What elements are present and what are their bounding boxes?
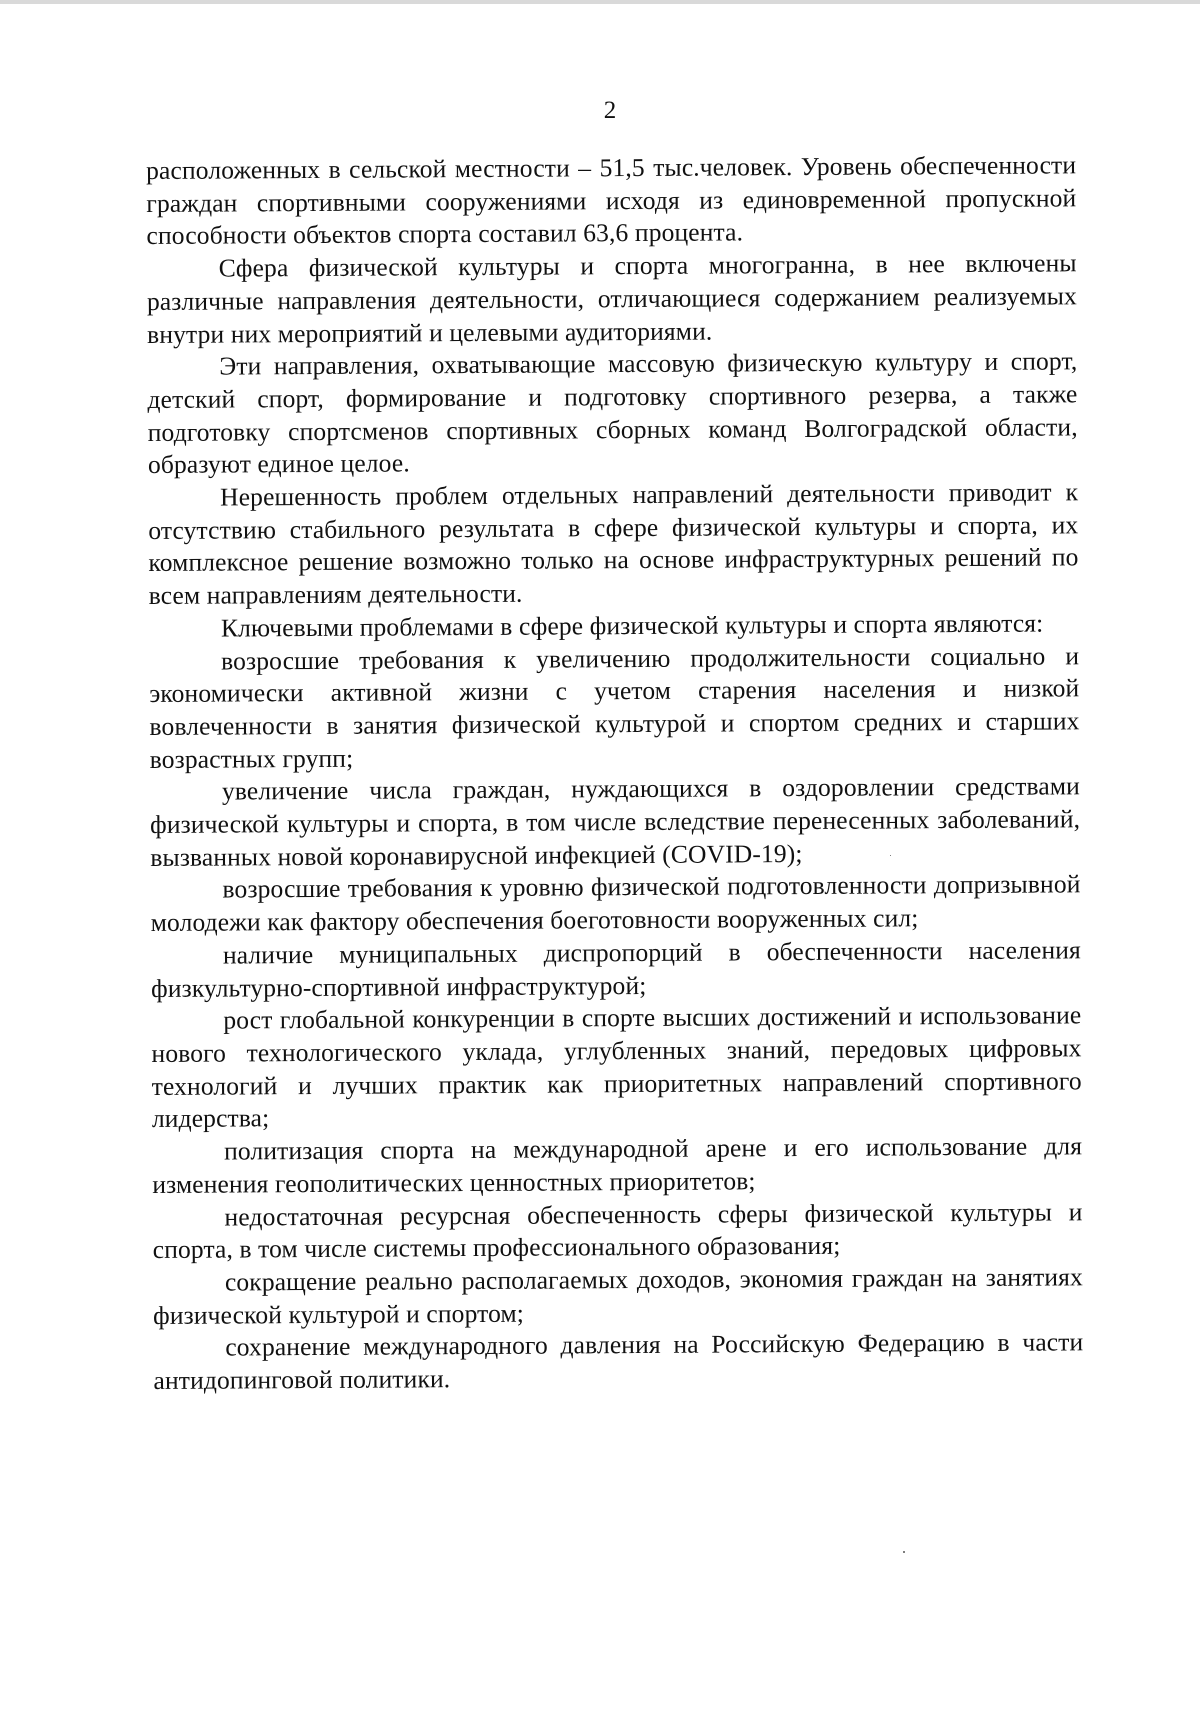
scan-speck (890, 855, 891, 856)
paragraph-unresolved-problems: Нерешенность проблем отдельных направлений деятельности приводит к отсутствию стабильного результата в сфере физической культуры и спорта, их комплексное решение возможно только на основе инфраструктурных решений по всем направлениям деятельности. (148, 477, 1079, 611)
list-item-pre-conscription: возросшие требования к уровню физической подготовленности допризывной молодежи как фактору обеспечения боеготовности вооруженных сил; (150, 869, 1081, 938)
document-body (146, 149, 1084, 1397)
list-item-insufficient-resources: недостаточная ресурсная обеспеченность сферы физической культуры и спорта, в том числе системы профессионального образования; (152, 1196, 1083, 1265)
list-item-municipal-disproportion: наличие муниципальных диспропорций в обеспеченности населения физкультурно-спортивной инфраструктурой; (151, 935, 1081, 1003)
paragraph-directions: Эти направления, охватывающие массовую физическую культуру и спорт, детский спорт, формирование и подготовку спортивного резерва, а также подготовку спортсменов спортивных сборных команд Волгоградской области, образуют единое целое. (147, 346, 1078, 480)
list-item-politicization: политизация спорта на международной арене и его использование для изменения геополитических ценностных приоритетов; (152, 1131, 1083, 1199)
paragraph-key-problems-intro: Ключевыми проблемами в сфере физической культуры и спорта являются: (220, 608, 1044, 643)
list-item-international-pressure: сохранение международного давления на Российскую Федерацию в части антидопинговой политики. (153, 1327, 1084, 1395)
list-item-income-reduction: сокращение реально располагаемых доходов, экономия граждан на занятиях физической культурой и спортом; (152, 1262, 1083, 1330)
list-item-health-recovery: увеличение числа граждан, нуждающихся в оздоровлении средствами физической культуры и спорта, в том числе вследствие перенесенных заболеваний, вызванных новой коронавирусной инфекцией (COVID-19); (150, 771, 1081, 872)
page-number: 2 (603, 97, 617, 124)
list-item-global-competition: рост глобальной конкуренции в спорте высших достижений и использование нового технологического уклада, углубленных знаний, передовых цифровых технологий и лучших практик как приоритетных направлений спортивного лидерства; (151, 1000, 1082, 1134)
scan-speck (903, 1551, 905, 1553)
paragraph-continuation: расположенных в сельской местности – 51,5 тыс.человек. Уровень обеспеченности граждан спортивными сооружениями исходя из единовременной пропускной способности объектов спорта составил 63,6 процента. (146, 150, 1077, 251)
list-item-active-life: возросшие требования к увеличению продолжительности социально и экономически активной жизни с учетом старения населения и низкой вовлеченности в занятия физической культурой и спортом средних и старших возрастных групп; (149, 640, 1080, 774)
paragraph-sphere-description: Сфера физической культуры и спорта многогранна, в нее включены различные направления деятельности, отличающиеся содержанием реализуемых внутри них мероприятий и целевыми аудиториями. (146, 248, 1077, 349)
scan-top-edge (0, 0, 1200, 4)
